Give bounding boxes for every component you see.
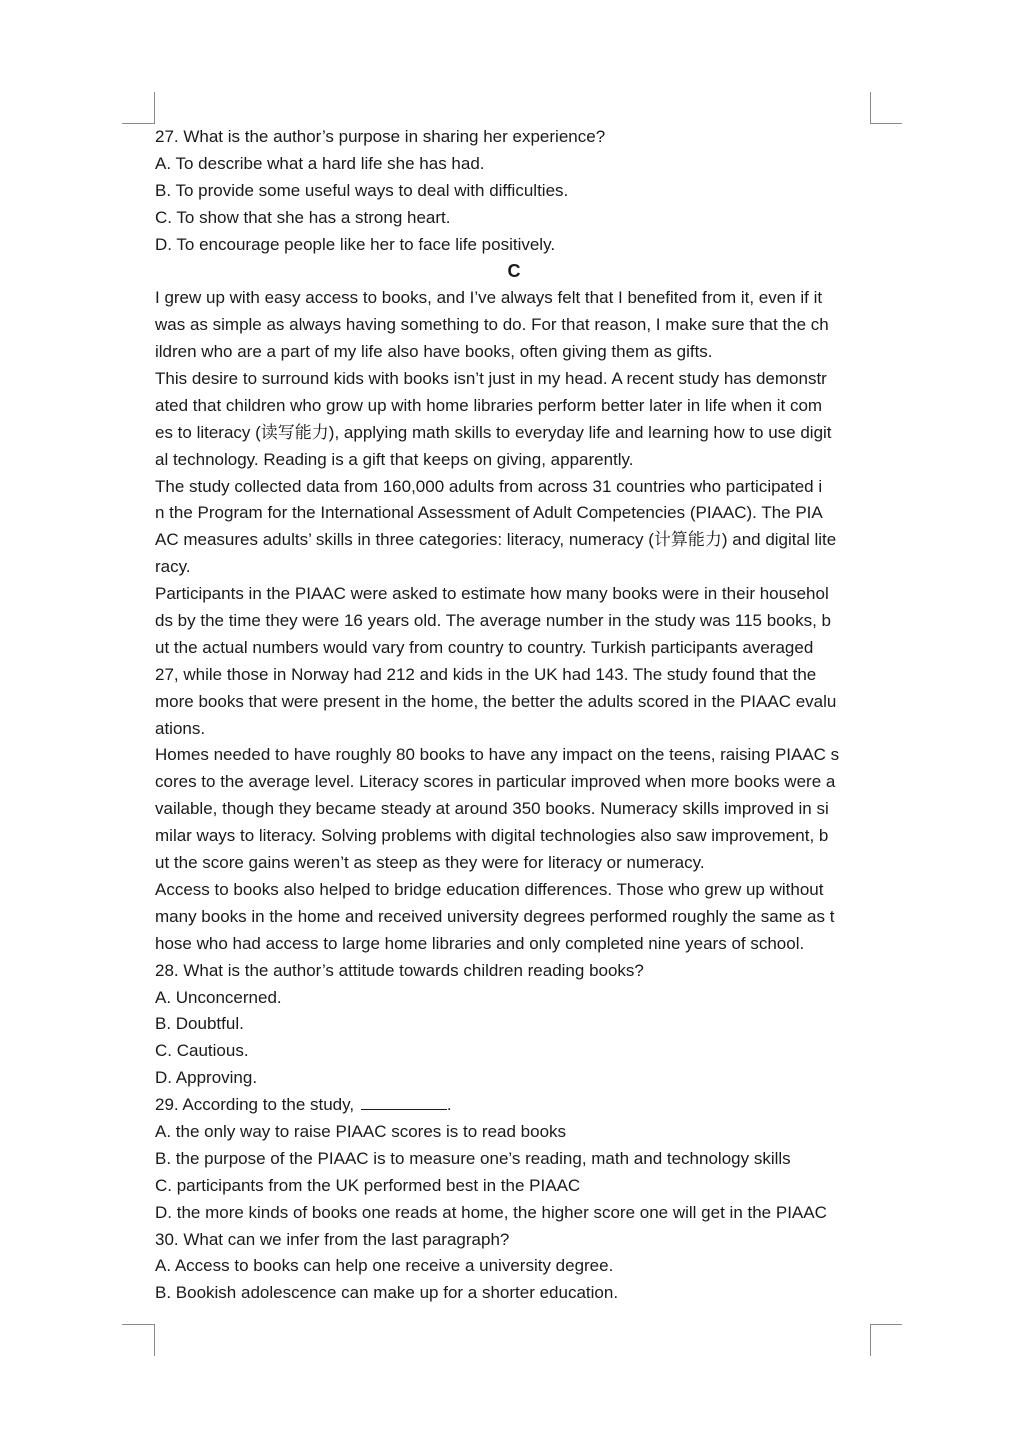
question-stem: 27. What is the author’s purpose in sharing her experience? <box>155 127 606 146</box>
crop-mark-bottom-left <box>122 1324 155 1356</box>
reading-passage <box>155 285 873 957</box>
answer-option: B. Doubtful. <box>155 1014 244 1034</box>
passage-line: The study collected data from 160,000 adults from across 31 countries who participated i <box>155 476 823 496</box>
question-stem-suffix: . <box>446 1095 452 1115</box>
passage-line: Participants in the PIAAC were asked to estimate how many books were in their househol <box>155 584 829 604</box>
passage-line: Homes needed to have roughly 80 books to have any impact on the teens, raising PIAAC s <box>155 745 840 765</box>
passage-line: ations. <box>155 718 206 738</box>
answer-option: A. the only way to raise PIAAC scores is to read books <box>155 1121 567 1141</box>
crop-mark-bottom-right <box>870 1324 902 1356</box>
passage-line: racy. <box>155 557 191 577</box>
answer-option: B. To provide some useful ways to deal with difficulties. <box>155 180 569 200</box>
passage-line: ildren who are a part of my life also have books, often giving them as gifts. <box>155 342 713 362</box>
passage-line: Access to books also helped to bridge education differences. Those who grew up without <box>155 879 824 899</box>
question-27 <box>155 124 873 258</box>
answer-option: D. To encourage people like her to face life positively. <box>155 234 556 254</box>
answer-option: D. Approving. <box>155 1068 258 1088</box>
answer-option: A. To describe what a hard life she has had. <box>155 153 485 173</box>
passage-line: This desire to surround kids with books isn’t just in my head. A recent study has demonstr <box>155 369 827 389</box>
passage-line: n the Program for the International Assessment of Adult Competencies (PIAAC). The PIA <box>155 503 823 523</box>
passage-line: ated that children who grow up with home libraries perform better later in life when it com <box>155 395 823 415</box>
answer-option: B. Bookish adolescence can make up for a shorter education. <box>155 1283 619 1303</box>
passage-line: more books that were present in the home, the better the adults scored in the PIAAC evalu <box>155 691 837 711</box>
passage-line: milar ways to literacy. Solving problems with digital technologies also saw improvement, b <box>155 826 829 846</box>
passage-line: cores to the average level. Literacy scores in particular improved when more books were a <box>155 772 836 792</box>
passage-line: ut the score gains weren’t as steep as they were for literacy or numeracy. <box>155 853 705 873</box>
question-stem: 28. What is the author’s attitude towards children reading books? <box>155 960 644 980</box>
passage-line: hose who had access to large home libraries and only completed nine years of school. <box>155 933 805 953</box>
passage-line: al technology. Reading is a gift that keeps on giving, apparently. <box>155 449 634 469</box>
answer-option: A. Access to books can help one receive a university degree. <box>155 1256 614 1276</box>
crop-mark-top-left <box>122 92 155 124</box>
section-heading: C <box>507 261 521 282</box>
question-stem <box>155 1092 873 1119</box>
question-30 <box>155 1227 873 1308</box>
question-stem: 30. What can we infer from the last paragraph? <box>155 1229 510 1249</box>
question-29 <box>155 1092 873 1226</box>
passage-line: AC measures adults’ skills in three categories: literacy, numeracy (计算能力) and digital lite <box>155 530 837 550</box>
passage-line: many books in the home and received university degrees performed roughly the same as t <box>155 906 835 926</box>
answer-option: C. Cautious. <box>155 1041 249 1061</box>
answer-option: C. participants from the UK performed best in the PIAAC <box>155 1175 581 1195</box>
passage-line: 27, while those in Norway had 212 and kids in the UK had 143. The study found that the <box>155 664 817 684</box>
passage-line: ds by the time they were 16 years old. The average number in the study was 115 books, b <box>155 611 831 631</box>
passage-line: es to literacy (读写能力), applying math skills to everyday life and learning how to use digit <box>155 422 832 442</box>
answer-option: C. To show that she has a strong heart. <box>155 207 451 227</box>
crop-mark-top-right <box>870 92 902 124</box>
passage-line: was as simple as always having something to do. For that reason, I make sure that the ch <box>155 315 829 335</box>
document-content <box>155 124 873 1307</box>
answer-option: A. Unconcerned. <box>155 987 282 1007</box>
passage-line: ut the actual numbers would vary from country to country. Turkish participants averaged <box>155 637 814 657</box>
answer-blank <box>361 1095 447 1110</box>
answer-option: B. the purpose of the PIAAC is to measure one’s reading, math and technology skills <box>155 1148 791 1168</box>
passage-line: I grew up with easy access to books, and I’ve always felt that I benefited from it, even if it <box>155 288 823 308</box>
question-28 <box>155 958 873 1092</box>
answer-option: D. the more kinds of books one reads at home, the higher score one will get in the PIAAC <box>155 1202 827 1222</box>
passage-line: vailable, though they became steady at around 350 books. Numeracy skills improved in si <box>155 799 829 819</box>
question-stem-prefix: 29. According to the study, <box>155 1095 355 1115</box>
